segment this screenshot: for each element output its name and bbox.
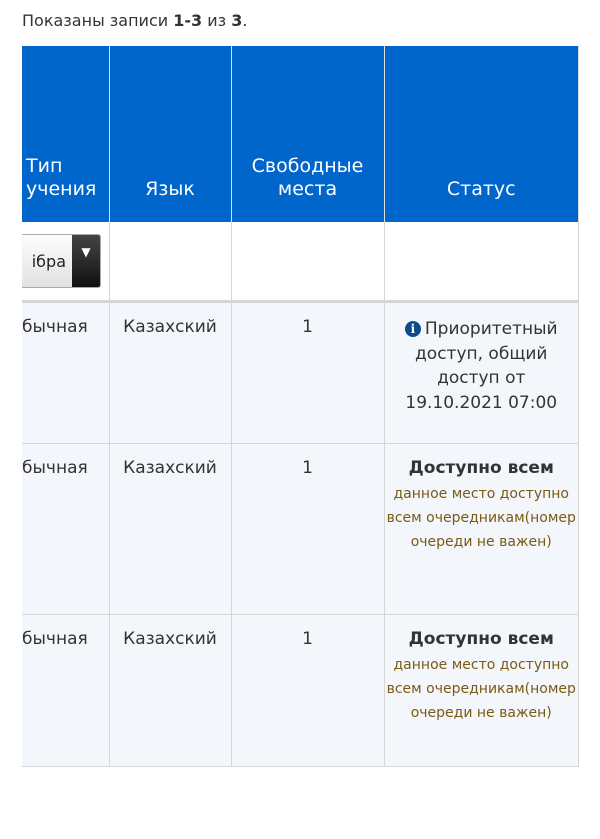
header-study-type[interactable]: Тип учения <box>22 46 109 222</box>
records-total: 3 <box>231 11 243 30</box>
records-range: 1-3 <box>173 11 203 30</box>
filter-cell-places <box>231 222 384 302</box>
status-note: данное место доступно всем очередникам(номер очереди не важен) <box>386 486 576 551</box>
cell-type: бычная <box>22 302 109 444</box>
header-language[interactable]: Язык <box>109 46 231 222</box>
cell-places: 1 <box>231 444 384 615</box>
places-table-wrapper <box>22 46 579 767</box>
filter-select-value: ібра <box>22 235 72 287</box>
table-row <box>22 615 578 768</box>
records-summary: Показаны записи 1-3 из 3. <box>22 11 248 30</box>
cell-type: бычная <box>22 615 109 768</box>
info-icon[interactable]: i <box>405 321 421 337</box>
table-row <box>22 302 578 444</box>
cell-places: 1 <box>231 615 384 768</box>
table-header-row <box>22 46 578 222</box>
table-row <box>22 444 578 615</box>
filter-cell-language <box>109 222 231 302</box>
filter-cell-type <box>22 222 109 302</box>
cell-status <box>384 615 578 768</box>
status-title: Доступно всем <box>408 629 554 649</box>
status-title: Доступно всем <box>408 458 554 478</box>
cell-type: бычная <box>22 444 109 615</box>
status-text: Приоритетный доступ, общий доступ от 19.10.2021 07:00 <box>405 319 558 413</box>
cell-language: Казахский <box>109 615 231 768</box>
study-type-filter-select[interactable] <box>22 234 101 288</box>
cell-language: Казахский <box>109 302 231 444</box>
cell-language: Казахский <box>109 444 231 615</box>
chevron-down-icon[interactable]: ▼ <box>72 235 100 287</box>
cell-places: 1 <box>231 302 384 444</box>
cell-status <box>384 302 578 444</box>
header-status[interactable]: Статус <box>384 46 578 222</box>
places-table <box>22 46 578 767</box>
filter-row <box>22 222 578 302</box>
filter-cell-status <box>384 222 578 302</box>
header-free-places[interactable]: Свободные места <box>231 46 384 222</box>
status-note: данное место доступно всем очередникам(номер очереди не важен) <box>386 657 576 722</box>
cell-status <box>384 444 578 615</box>
